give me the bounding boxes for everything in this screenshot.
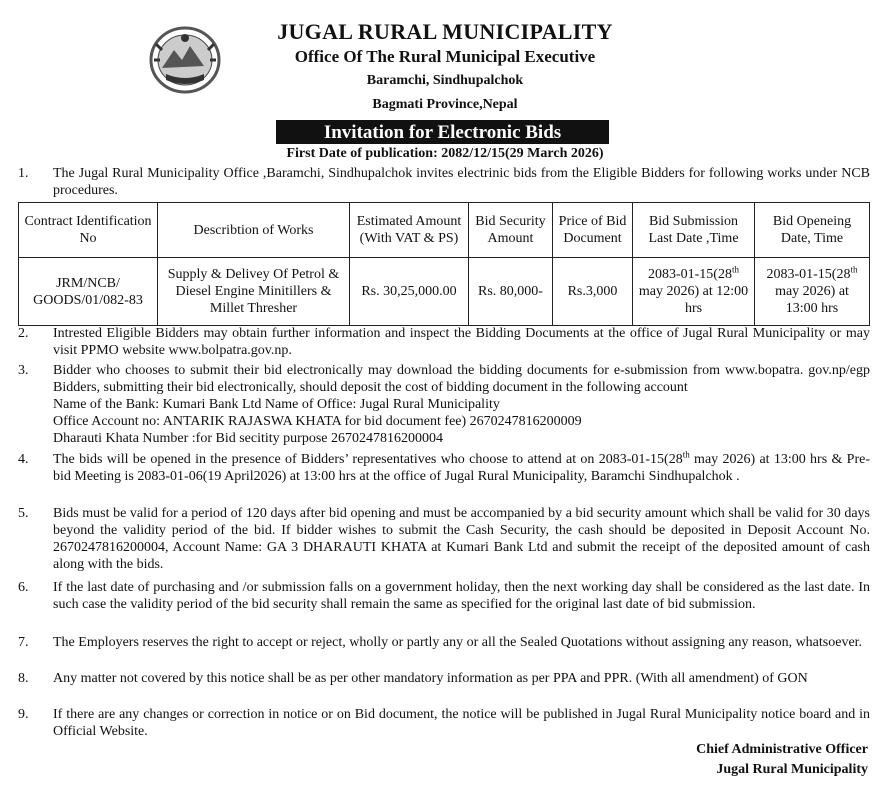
- clause-2: [18, 325, 870, 359]
- clause-body: Bidder who chooses to submit their bid electronically may download the bidding documents for e-submission from www.bopatra. gov.np/egp Bidders, submitting their bid electronically, should deposit the cost of bidding document in the following account: [53, 363, 870, 395]
- clause-number: 2.: [18, 326, 29, 341]
- clause-text-b: may 2026) at 13:00 hrs & Pre- bid Meeting is 2083-01-06(19 April2026) at 13:00 hrs at the office of Jugal Rural Municipality, Baramchi Sindhupalchok .: [53, 452, 871, 484]
- cell-submission-date: [633, 258, 755, 326]
- submission-date-b: may 2026) at 12:00 hrs: [638, 284, 749, 316]
- clause-text: [53, 451, 870, 485]
- clause-text: Bids must be valid for a period of 120 days after bid opening and must be accompanied by a bid security amount which shall be valid for 30 days beyond the validity period of the bid. If bidder wishes to submit the Cash Security, the cash should be deposited in Deposit Account No. 2670247816200004, Account Name: GA 3 DHARAUTI KHATA at Kumari Bank Ltd and submit the receipt of the deposited amount of cash along with the bids.: [53, 506, 870, 572]
- clause-sup: th: [682, 449, 690, 460]
- clause-text-a: The bids will be opened in the presence of Bidders’ representatives who choose to attend at on 2083-01-15(28: [53, 452, 683, 467]
- municipality-title: JUGAL RURAL MUNICIPALITY: [277, 19, 613, 44]
- header-price-of-document: Price of Bid Document: [553, 203, 633, 258]
- clause-text: The Jugal Rural Municipality Office ,Baramchi, Sindhupalchok invites electrinic bids from the Eligible Bidders for following works under NCB procedures.: [53, 166, 870, 198]
- opening-date-b: may 2026) at 13:00 hrs: [775, 284, 849, 316]
- header-bid-security: Bid Security Amount: [469, 203, 553, 258]
- signature-block: [696, 740, 868, 780]
- clause-6: [18, 579, 870, 613]
- clause-7: [18, 634, 870, 651]
- cell-opening-date: [755, 258, 870, 326]
- clause-text: The Employers reserves the right to accept or reject, wholly or partly any or all the Sealed Quotations without assigning any reason, whatsoever.: [53, 635, 863, 650]
- cell-contract-id: JRM/NCB/ GOODS/01/082-83: [19, 258, 158, 326]
- submission-date-sup: th: [731, 264, 739, 275]
- clause-9: [18, 706, 870, 740]
- cell-bid-security: Rs. 80,000-: [469, 258, 553, 326]
- clause-number: 1.: [18, 166, 29, 181]
- dharauti-account-line: Dharauti Khata Number :for Bid secitity purpose 2670247816200004: [53, 431, 443, 446]
- header-contract-id: Contract Identification No: [19, 203, 158, 258]
- clause-text: Intrested Eligible Bidders may obtain further information and inspect the Bidding Documents at the office of Jugal Rural Municipality or may visit PPMO website www.bolpatra.gov.np.: [53, 326, 870, 358]
- clause-number: 7.: [18, 635, 29, 650]
- clause-8: [18, 670, 870, 687]
- signatory-org: Jugal Rural Municipality: [716, 762, 868, 777]
- publication-date: First Date of publication: 2082/12/15(29 March 2026): [286, 146, 604, 161]
- clause-3: [18, 362, 870, 447]
- signatory-title: Chief Administrative Officer: [696, 742, 868, 757]
- office-name: Office Of The Rural Municipal Executive: [294, 47, 596, 66]
- cell-description: Supply & Delivey Of Petrol & Diesel Engine Minitillers & Millet Thresher: [158, 258, 350, 326]
- letterhead: [0, 18, 890, 117]
- bank-name-line: Name of the Bank: Kumari Bank Ltd Name of Office: Jugal Rural Municipality: [53, 397, 500, 412]
- bid-table: [18, 202, 870, 326]
- table-header-row: [19, 203, 870, 258]
- clause-text: [53, 362, 870, 447]
- cell-price-of-document: Rs.3,000: [553, 258, 633, 326]
- header-description: Describtion of Works: [158, 203, 350, 258]
- header-estimated-amount: Estimated Amount (With VAT & PS): [350, 203, 469, 258]
- province: Bagmati Province,Nepal: [372, 97, 518, 112]
- clause-text: Any matter not covered by this notice shall be as per other mandatory information as per PPA and PPR. (With all amendment) of GON: [53, 671, 808, 686]
- clause-1: [18, 165, 870, 199]
- clause-number: 5.: [18, 506, 29, 521]
- clause-number: 4.: [18, 452, 29, 467]
- office-address: Baramchi, Sindhupalchok: [366, 73, 524, 88]
- table-row: [19, 258, 870, 326]
- header-opening-date: Bid Openeing Date, Time: [755, 203, 870, 258]
- clause-text: If there are any changes or correction in notice or on Bid document, the notice will be published in Jugal Rural Municipality notice board and in Official Website.: [53, 707, 870, 739]
- clause-text: If the last date of purchasing and /or submission falls on a government holiday, then the next working day shall be considered as the last date. In such case the validity period of the bid security shall remain the same as specified for the original last date of bid submission.: [53, 580, 870, 612]
- clause-number: 9.: [18, 707, 29, 722]
- clause-number: 6.: [18, 580, 29, 595]
- opening-date-sup: th: [850, 264, 858, 275]
- clause-4: [18, 451, 870, 485]
- clause-5: [18, 505, 870, 573]
- submission-date-a: 2083-01-15(28: [647, 267, 732, 282]
- notice-banner: Invitation for Electronic Bids: [276, 120, 609, 144]
- cell-estimated-amount: Rs. 30,25,000.00: [350, 258, 469, 326]
- clause-number: 3.: [18, 363, 29, 378]
- office-account-line: Office Account no: ANTARIK RAJASWA KHATA for bid document fee) 2670247816200009: [53, 414, 582, 429]
- opening-date-a: 2083-01-15(28: [766, 267, 851, 282]
- header-submission-date: Bid Submission Last Date ,Time: [633, 203, 755, 258]
- clause-number: 8.: [18, 671, 29, 686]
